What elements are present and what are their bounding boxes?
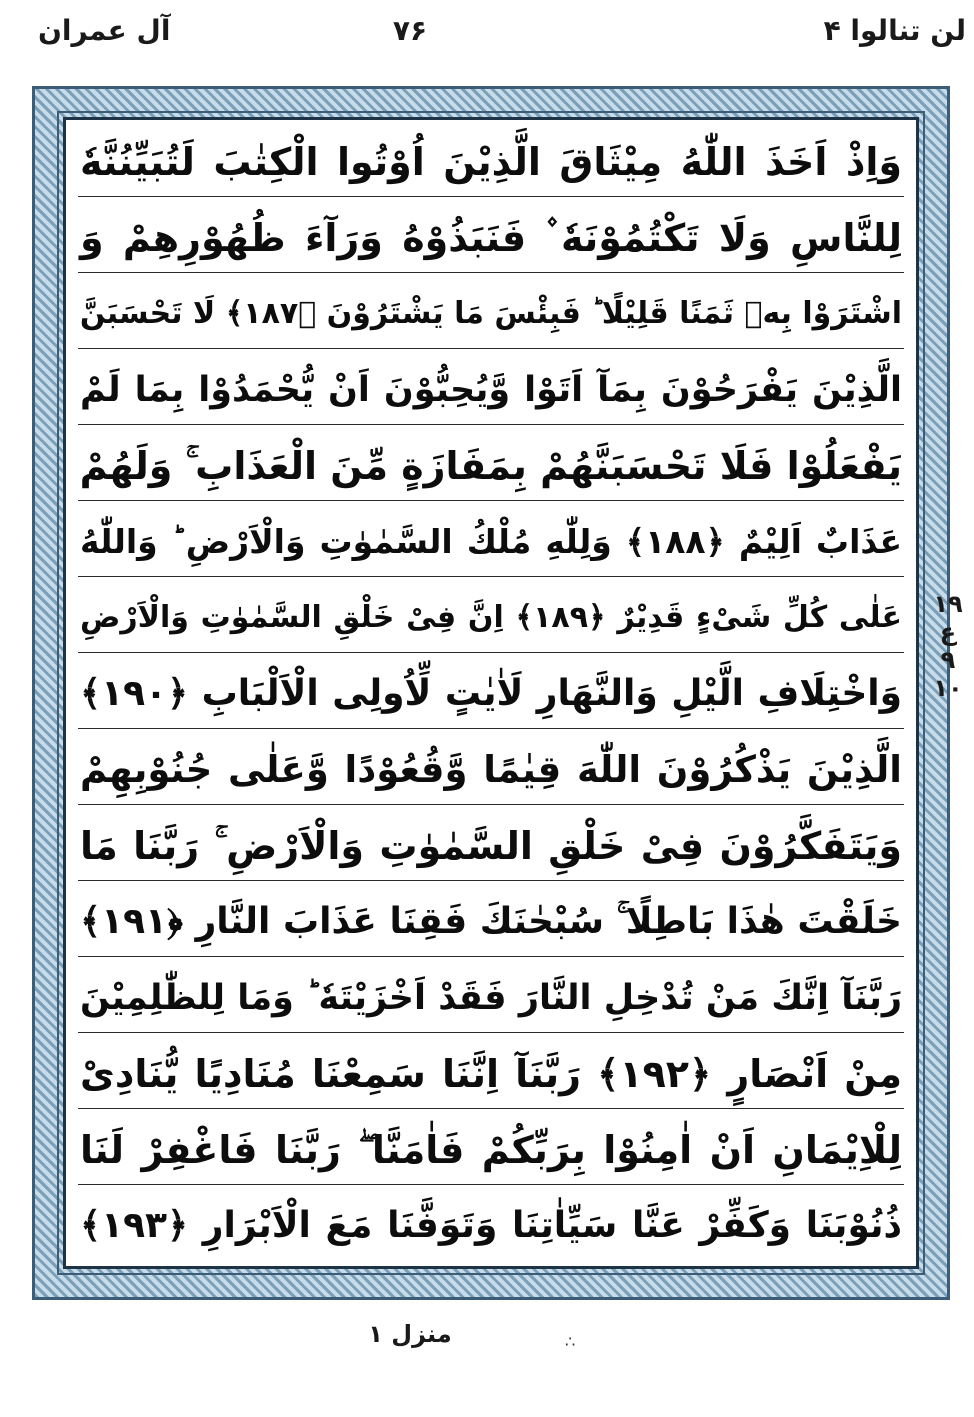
surah-title: آل عمران [38, 14, 171, 47]
verse-lines [66, 120, 916, 1266]
ruku-middle-number: ٩ [940, 646, 956, 674]
verse-line: اشْتَرَوْا بِهٖ ثَمَنًا قَلِيْلًا ؕ فَبِئْسَ مَا يَشْتَرُوْنَ ﴿۱۸۷﴾ لَا تَحْسَبَنَّ [79, 296, 902, 331]
verse-line: وَاخْتِلَافِ الَّيْلِ وَالنَّهَارِ لَاٰيٰتٍ لِّاُولِى الْاَلْبَابِ ﴿۱۹۰﴾ [80, 673, 902, 714]
line-rule [78, 880, 904, 881]
line-rule [78, 576, 904, 577]
line-rule [78, 956, 904, 957]
verse-line: وَاِذْ اَخَذَ اللّٰهُ مِيْثَاقَ الَّذِيْنَ اُوْتُوا الْكِتٰبَ لَتُبَيِّنُنَّهٗ [80, 140, 902, 184]
ruku-top-number: ١٩ [933, 590, 963, 618]
ruku-marker [928, 590, 968, 702]
line-rule [78, 1184, 904, 1185]
footer-dots: ∴ [565, 1332, 578, 1351]
verse-line: عَلٰى كُلِّ شَىْءٍ قَدِيْرٌ ﴿۱۸۹﴾ اِنَّ فِىْ خَلْقِ السَّمٰوٰتِ وَالْاَرْضِ [80, 600, 902, 635]
line-rule [78, 804, 904, 805]
verse-line: يَفْعَلُوْا فَلَا تَحْسَبَنَّهُمْ بِمَفَازَةٍ مِّنَ الْعَذَابِ ۚ وَلَهُمْ [79, 444, 902, 488]
line-rule [78, 1032, 904, 1033]
ruku-symbol: ع [939, 618, 957, 646]
verse-line: لِلْاِيْمَانِ اَنْ اٰمِنُوْا بِرَبِّكُمْ فَاٰمَنَّا ۖ رَبَّنَا فَاغْفِرْ لَنَا [80, 1128, 902, 1172]
ruku-bottom-number: ١٠ [933, 674, 963, 702]
verse-line: مِنْ اَنْصَارٍ ﴿۱۹۲﴾ رَبَّنَآ اِنَّنَا سَمِعْنَا مُنَادِيًا يُّنَادِىْ [80, 1052, 902, 1096]
verse-line: رَبَّنَآ اِنَّكَ مَنْ تُدْخِلِ النَّارَ فَقَدْ اَخْزَيْتَهٗ ؕ وَمَا لِلظّٰلِمِيْنَ [80, 978, 902, 1018]
verse-line: ذُنُوْبَنَا وَكَفِّرْ عَنَّا سَيِّاٰتِنَا وَتَوَفَّنَا مَعَ الْاَبْرَارِ ﴿۱۹۳﴾ [80, 1205, 902, 1246]
line-rule [78, 728, 904, 729]
line-rule [78, 424, 904, 425]
verse-line: الَّذِيْنَ يَذْكُرُوْنَ اللّٰهَ قِيٰمًا وَّقُعُوْدًا وَّعَلٰى جُنُوْبِهِمْ [80, 748, 902, 791]
line-rule [78, 348, 904, 349]
verse-text-area [63, 117, 919, 1269]
verse-line: الَّذِيْنَ يَفْرَحُوْنَ بِمَآ اَتَوْا وَّيُحِبُّوْنَ اَنْ يُّحْمَدُوْا بِمَا لَمْ [80, 370, 902, 410]
verse-line: لِلنَّاسِ وَلَا تَكْتُمُوْنَهٗ ۫ فَنَبَذُوْهُ وَرَآءَ ظُهُوْرِهِمْ وَ [80, 216, 902, 260]
verse-line: عَذَابٌ اَلِيْمٌ ﴿۱۸۸﴾ وَلِلّٰهِ مُلْكُ السَّمٰوٰتِ وَالْاَرْضِ ؕ وَاللّٰهُ [80, 522, 902, 561]
verse-line: خَلَقْتَ هٰذَا بَاطِلًا ۚ سُبْحٰنَكَ فَقِنَا عَذَابَ النَّارِ ﴿۱۹۱﴾ [80, 901, 902, 942]
manzil-label: منزل ١ [368, 1320, 452, 1348]
line-rule [78, 652, 904, 653]
line-rule [78, 272, 904, 273]
line-rule [78, 1108, 904, 1109]
line-rule [78, 500, 904, 501]
juz-title: لن تنالوا ۴ [823, 14, 966, 47]
page-number: ۷۶ [392, 14, 428, 47]
decorative-border-frame [32, 86, 950, 1300]
line-rule [78, 196, 904, 197]
verse-line: وَيَتَفَكَّرُوْنَ فِىْ خَلْقِ السَّمٰوٰتِ وَالْاَرْضِ ۚ رَبَّنَا مَا [80, 824, 902, 868]
